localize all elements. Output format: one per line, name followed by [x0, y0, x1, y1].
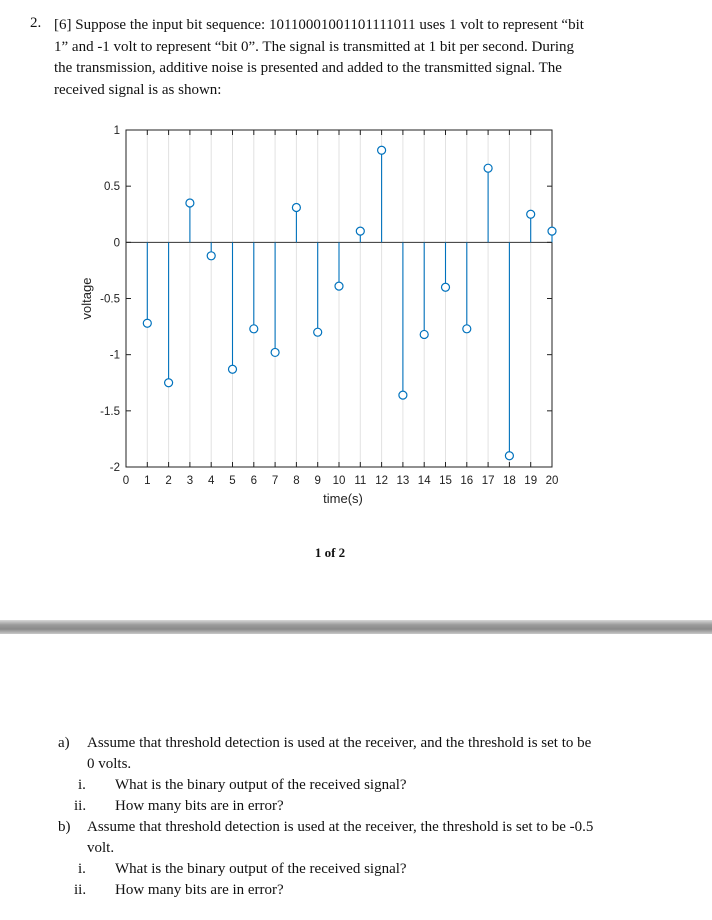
- question-line: [6] Suppose the input bit sequence: 10110001001101111011 uses 1 volt to represent “bit: [54, 17, 584, 33]
- part-b-i-label: i.: [78, 861, 86, 877]
- x-tick-label: 9: [314, 475, 321, 487]
- x-tick-label: 10: [332, 475, 346, 487]
- x-tick-label: 16: [460, 475, 474, 487]
- question-number: 2.: [30, 15, 42, 31]
- y-tick-label: 0: [113, 237, 120, 250]
- part-a-row-cont: [0, 754, 712, 775]
- stem-marker: [378, 146, 386, 154]
- stem-marker: [165, 379, 173, 387]
- stem-marker: [143, 319, 151, 327]
- x-tick-label: 4: [207, 475, 215, 487]
- part-b-ii-label: ii.: [74, 882, 87, 898]
- x-tick-label: 15: [439, 475, 452, 487]
- part-a-i-label: i.: [78, 777, 86, 793]
- x-tick-label: 11: [354, 475, 367, 487]
- part-a-i-text: What is the binary output of the received signal?: [115, 777, 407, 793]
- stem-marker: [271, 348, 279, 356]
- stem-marker: [548, 227, 556, 235]
- stem-marker: [292, 204, 300, 212]
- part-b-ii-row: [0, 880, 712, 901]
- part-b-i-row: [0, 859, 712, 880]
- x-tick-label: 20: [545, 475, 559, 487]
- stem-marker: [335, 282, 343, 290]
- y-tick-label: -0.5: [100, 293, 120, 306]
- x-tick-label: 3: [186, 475, 194, 487]
- x-tick-label: 5: [229, 475, 236, 487]
- part-b-row-cont: [0, 838, 712, 859]
- question-line: 1” and -1 volt to represent “bit 0”. The signal is transmitted at 1 bit per second. During: [54, 38, 575, 55]
- stem-marker: [505, 452, 513, 460]
- part-a-text: Assume that threshold detection is used at the receiver, and the threshold is set to be: [87, 735, 592, 751]
- x-tick-label: 19: [524, 475, 538, 487]
- part-b-ii-text: How many bits are in error?: [115, 882, 284, 898]
- part-a-ii-label: ii.: [74, 798, 87, 814]
- page-number: 1 of 2: [314, 545, 346, 560]
- stem-marker: [229, 365, 237, 373]
- x-tick-label: 2: [165, 475, 172, 487]
- y-axis-label: voltage: [79, 277, 94, 320]
- part-a-row: [0, 733, 712, 754]
- x-tick-label: 6: [250, 475, 258, 487]
- stem-marker: [356, 227, 364, 235]
- x-tick-label: 12: [375, 475, 388, 487]
- y-tick-label: -1: [109, 349, 120, 362]
- question-line: the transmission, additive noise is presented and added to the transmitted signal. The: [54, 60, 562, 76]
- stem-marker: [527, 210, 535, 218]
- x-tick-label: 13: [396, 475, 410, 487]
- sub-questions: [0, 733, 712, 901]
- part-b-text-cont: volt.: [87, 840, 115, 856]
- stem-marker: [314, 328, 322, 336]
- part-b-i-text: What is the binary output of the received signal?: [115, 861, 407, 877]
- x-tick-label: 18: [503, 475, 516, 487]
- stem-marker: [484, 164, 492, 172]
- y-tick-label: -1.5: [100, 405, 120, 418]
- part-b-label: b): [58, 819, 71, 835]
- stem-marker: [207, 252, 215, 260]
- x-tick-label: 17: [481, 475, 495, 487]
- x-tick-label: 7: [271, 475, 279, 487]
- stem-marker: [420, 330, 428, 338]
- y-tick-label: 0.5: [104, 181, 120, 194]
- part-a-ii-row: [0, 796, 712, 817]
- stem-marker: [186, 199, 194, 207]
- y-tick-label: -2: [109, 462, 120, 474]
- part-b-text: Assume that threshold detection is used at the receiver, the threshold is set to be -0.5: [87, 819, 594, 835]
- part-a-label: a): [58, 735, 70, 751]
- y-tick-label: 1: [113, 125, 120, 137]
- stem-marker: [463, 325, 471, 333]
- question-line: received signal is as shown:: [54, 81, 222, 98]
- part-b-row: [0, 817, 712, 838]
- stem-marker: [250, 325, 258, 333]
- stem-marker: [399, 391, 407, 399]
- x-tick-label: 14: [417, 475, 431, 487]
- x-tick-label: 0: [122, 475, 130, 487]
- x-tick-label: 1: [144, 475, 151, 487]
- x-axis-label: time(s): [323, 491, 363, 506]
- part-a-text-cont: 0 volts.: [87, 756, 132, 772]
- part-a-ii-text: How many bits are in error?: [115, 798, 284, 814]
- part-a-i-row: [0, 775, 712, 796]
- x-tick-label: 8: [293, 475, 300, 487]
- stem-marker: [442, 283, 450, 291]
- page-break-divider: [0, 620, 712, 634]
